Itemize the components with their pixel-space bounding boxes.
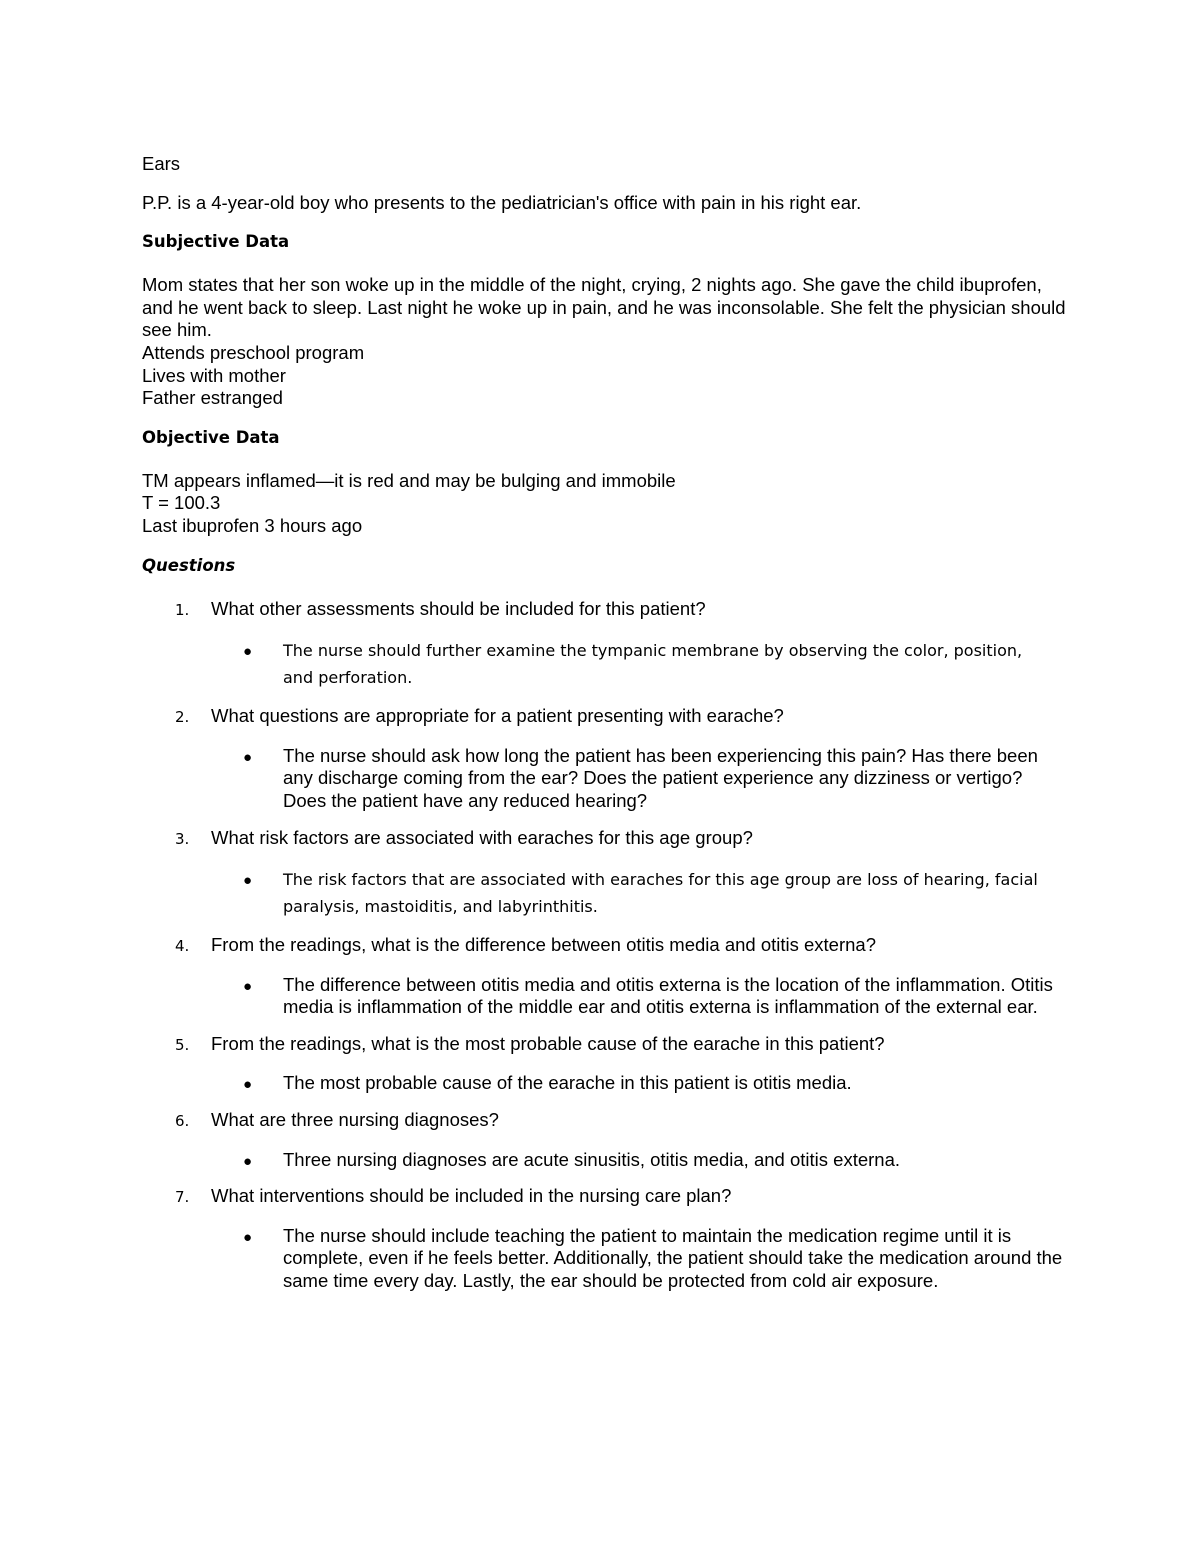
answer-text: Three nursing diagnoses are acute sinusitis, otitis media, and otitis externa. xyxy=(283,1148,900,1170)
bullet-icon: ● xyxy=(243,643,253,661)
bullet-icon: ● xyxy=(243,748,253,766)
document-title: Ears xyxy=(142,153,181,174)
intro-paragraph: P.P. is a 4-year-old boy who presents to the pediatrician's office with pain in his right ear. xyxy=(142,191,862,213)
objective-line: T = 100.3 xyxy=(142,492,221,514)
subjective-heading: Subjective Data xyxy=(142,232,290,252)
question-number: 3. xyxy=(175,829,190,848)
answer-text: The nurse should ask how long the patient has been experiencing this pain? Has there been any discharge coming from the ear? Does the patient experience any dizziness or vertigo? Does the patient have any reduced hearing? xyxy=(283,744,1038,811)
question-item xyxy=(142,1033,1072,1095)
question-number: 4. xyxy=(175,937,190,956)
question-text: From the readings, what is the most probable cause of the earache in this patient? xyxy=(211,1032,885,1054)
document-page xyxy=(142,153,1072,1307)
objective-line: TM appears inflamed—it is red and may be bulging and immobile xyxy=(142,469,676,491)
questions-list xyxy=(142,598,1072,1293)
question-item xyxy=(142,934,1072,1019)
objective-section xyxy=(142,470,1072,538)
question-item xyxy=(142,598,1072,692)
question-number: 2. xyxy=(175,708,190,727)
subjective-paragraph: Mom states that her son woke up in the middle of the night, crying, 2 nights ago. She gave the child ibuprofen, and he went back to sleep. Last night he woke up in pain, and he was inconsolable. She felt the physician should see him. xyxy=(142,274,1066,341)
bullet-icon: ● xyxy=(243,977,253,995)
question-item xyxy=(142,1185,1072,1292)
questions-heading: Questions xyxy=(142,555,236,575)
answer-text: The most probable cause of the earache in this patient is otitis media. xyxy=(283,1072,852,1094)
subjective-line: Attends preschool program xyxy=(142,341,365,363)
bullet-icon: ● xyxy=(243,1228,253,1246)
question-item xyxy=(142,705,1072,812)
answer-text: The difference between otitis media and otitis externa is the location of the inflammation. Otitis media is inflammation of the middle ear and otitis externa is inflammation of the external ear. xyxy=(283,973,1053,1018)
question-number: 7. xyxy=(175,1188,190,1207)
bullet-icon: ● xyxy=(243,872,253,890)
question-item xyxy=(142,1109,1072,1171)
answer-text: The risk factors that are associated with earaches for this age group are loss of hearing, facial paralysis, mastoiditis, and labyrinthitis. xyxy=(283,870,1038,917)
bullet-icon: ● xyxy=(243,1076,253,1094)
question-number: 5. xyxy=(175,1035,190,1054)
answer-text: The nurse should include teaching the patient to maintain the medication regime until it is complete, even if he feels better. Additionally, the patient should take the medication around the same time every day. Lastly, the ear should be protected from cold air exposure. xyxy=(283,1224,1063,1292)
subjective-section xyxy=(142,274,1072,410)
question-number: 1. xyxy=(175,600,190,619)
question-text: What other assessments should be included for this patient? xyxy=(211,597,706,619)
objective-heading: Objective Data xyxy=(142,427,280,447)
objective-line: Last ibuprofen 3 hours ago xyxy=(142,514,363,536)
question-item xyxy=(142,827,1072,921)
question-text: What questions are appropriate for a patient presenting with earache? xyxy=(211,705,784,727)
question-text: What interventions should be included in the nursing care plan? xyxy=(211,1185,732,1207)
subjective-line: Lives with mother xyxy=(142,364,286,386)
bullet-icon: ● xyxy=(243,1152,253,1170)
question-text: What risk factors are associated with earaches for this age group? xyxy=(211,826,753,848)
question-text: What are three nursing diagnoses? xyxy=(211,1109,499,1131)
subjective-line: Father estranged xyxy=(142,387,283,409)
question-text: From the readings, what is the difference between otitis media and otitis externa? xyxy=(211,934,876,956)
question-number: 6. xyxy=(175,1112,190,1131)
answer-text: The nurse should further examine the tympanic membrane by observing the color, position, and perforation. xyxy=(283,641,1023,688)
